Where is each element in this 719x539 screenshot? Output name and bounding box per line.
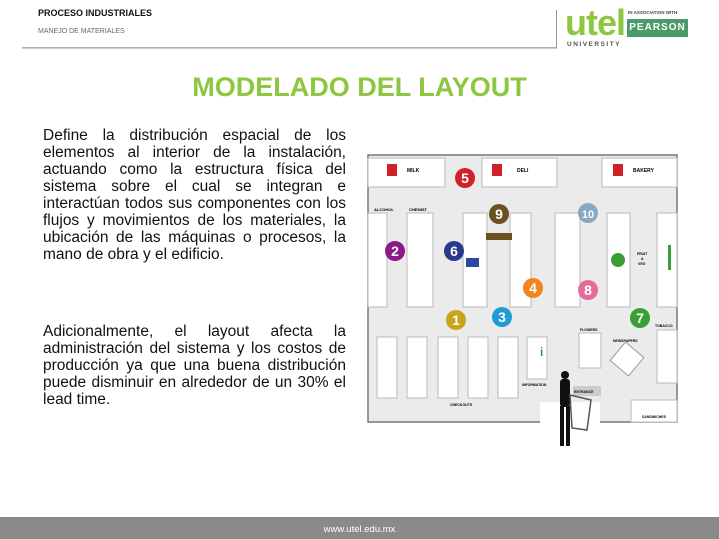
badge-7-number: 7 [636, 310, 644, 326]
label-entrance: ENTRANCE [574, 390, 594, 394]
label-veg: VEG [638, 262, 646, 266]
flowers-stand [579, 333, 601, 368]
apple-icon [611, 253, 625, 267]
logo-divider [556, 10, 557, 48]
badge-8-number: 8 [584, 282, 592, 298]
label-flowers: FLOWERS [580, 328, 598, 332]
label-alcohol: ALCOHOL [374, 207, 394, 212]
header-divider [22, 47, 557, 49]
paragraph-definition: Define la distribución espacial de los elementos al interior de la instalación, actuando como la estructura física del sistema sobre el cual se integran e interactúan todos sus componentes con los flujos y movimientos de los materiales, la ubicación de las máquinas o procesos, la mano de obra y el edificio. [43, 127, 346, 263]
footer-url[interactable]: www.utel.edu.mx [323, 524, 396, 535]
badge-5-number: 5 [461, 170, 469, 186]
utel-logo: utel [565, 2, 626, 43]
info-icon: i [540, 345, 544, 359]
slide-title: MODELADO DEL LAYOUT [192, 72, 527, 102]
association-text: IN ASSOCIATION WITH [628, 10, 678, 15]
badge-4-number: 4 [529, 280, 537, 296]
tv-icon [466, 258, 479, 267]
milk-icon [387, 164, 397, 176]
pearson-logo: PEARSON [627, 19, 688, 37]
label-information: INFORMATION [522, 383, 547, 387]
utel-logo-sub: UNIVERSITY [567, 41, 622, 48]
sign-board [486, 233, 512, 240]
label-milk: MILK [407, 168, 420, 174]
deli-icon [492, 164, 502, 176]
label-chemist: CHEMIST [409, 207, 427, 212]
label-newspapers: NEWSPAPERS [613, 339, 638, 343]
badge-1-number: 1 [452, 312, 460, 328]
badge-9-number: 9 [495, 206, 503, 222]
paragraph-impact: Adicionalmente, el layout afecta la administración del sistema y los costos de producción ya que una buena distribución puede disminuir en alrededor de un 30% el lead time. [43, 323, 346, 408]
badge-6-number: 6 [450, 243, 458, 259]
label-deli: DELI [517, 168, 529, 174]
cake-icon [613, 164, 623, 176]
carrot-icon [668, 245, 671, 270]
label-tobacco: TOBACCO [655, 324, 673, 328]
label-bakery: BAKERY [633, 168, 654, 174]
badge-10-number: 10 [581, 209, 595, 221]
store-layout-image [365, 150, 685, 450]
course-title: PROCESO INDUSTRIALES [38, 8, 153, 18]
label-amp: & [641, 257, 644, 261]
label-checkouts: CHECKOUTS [450, 403, 473, 407]
label-fruit: FRUIT [637, 252, 648, 256]
label-sandwiches: SANDWICHES [642, 415, 666, 419]
badge-2-number: 2 [391, 243, 399, 259]
badge-3-number: 3 [498, 309, 506, 325]
tobacco-stand [657, 330, 677, 383]
course-topic: MANEJO DE MATERIALES [38, 28, 125, 35]
